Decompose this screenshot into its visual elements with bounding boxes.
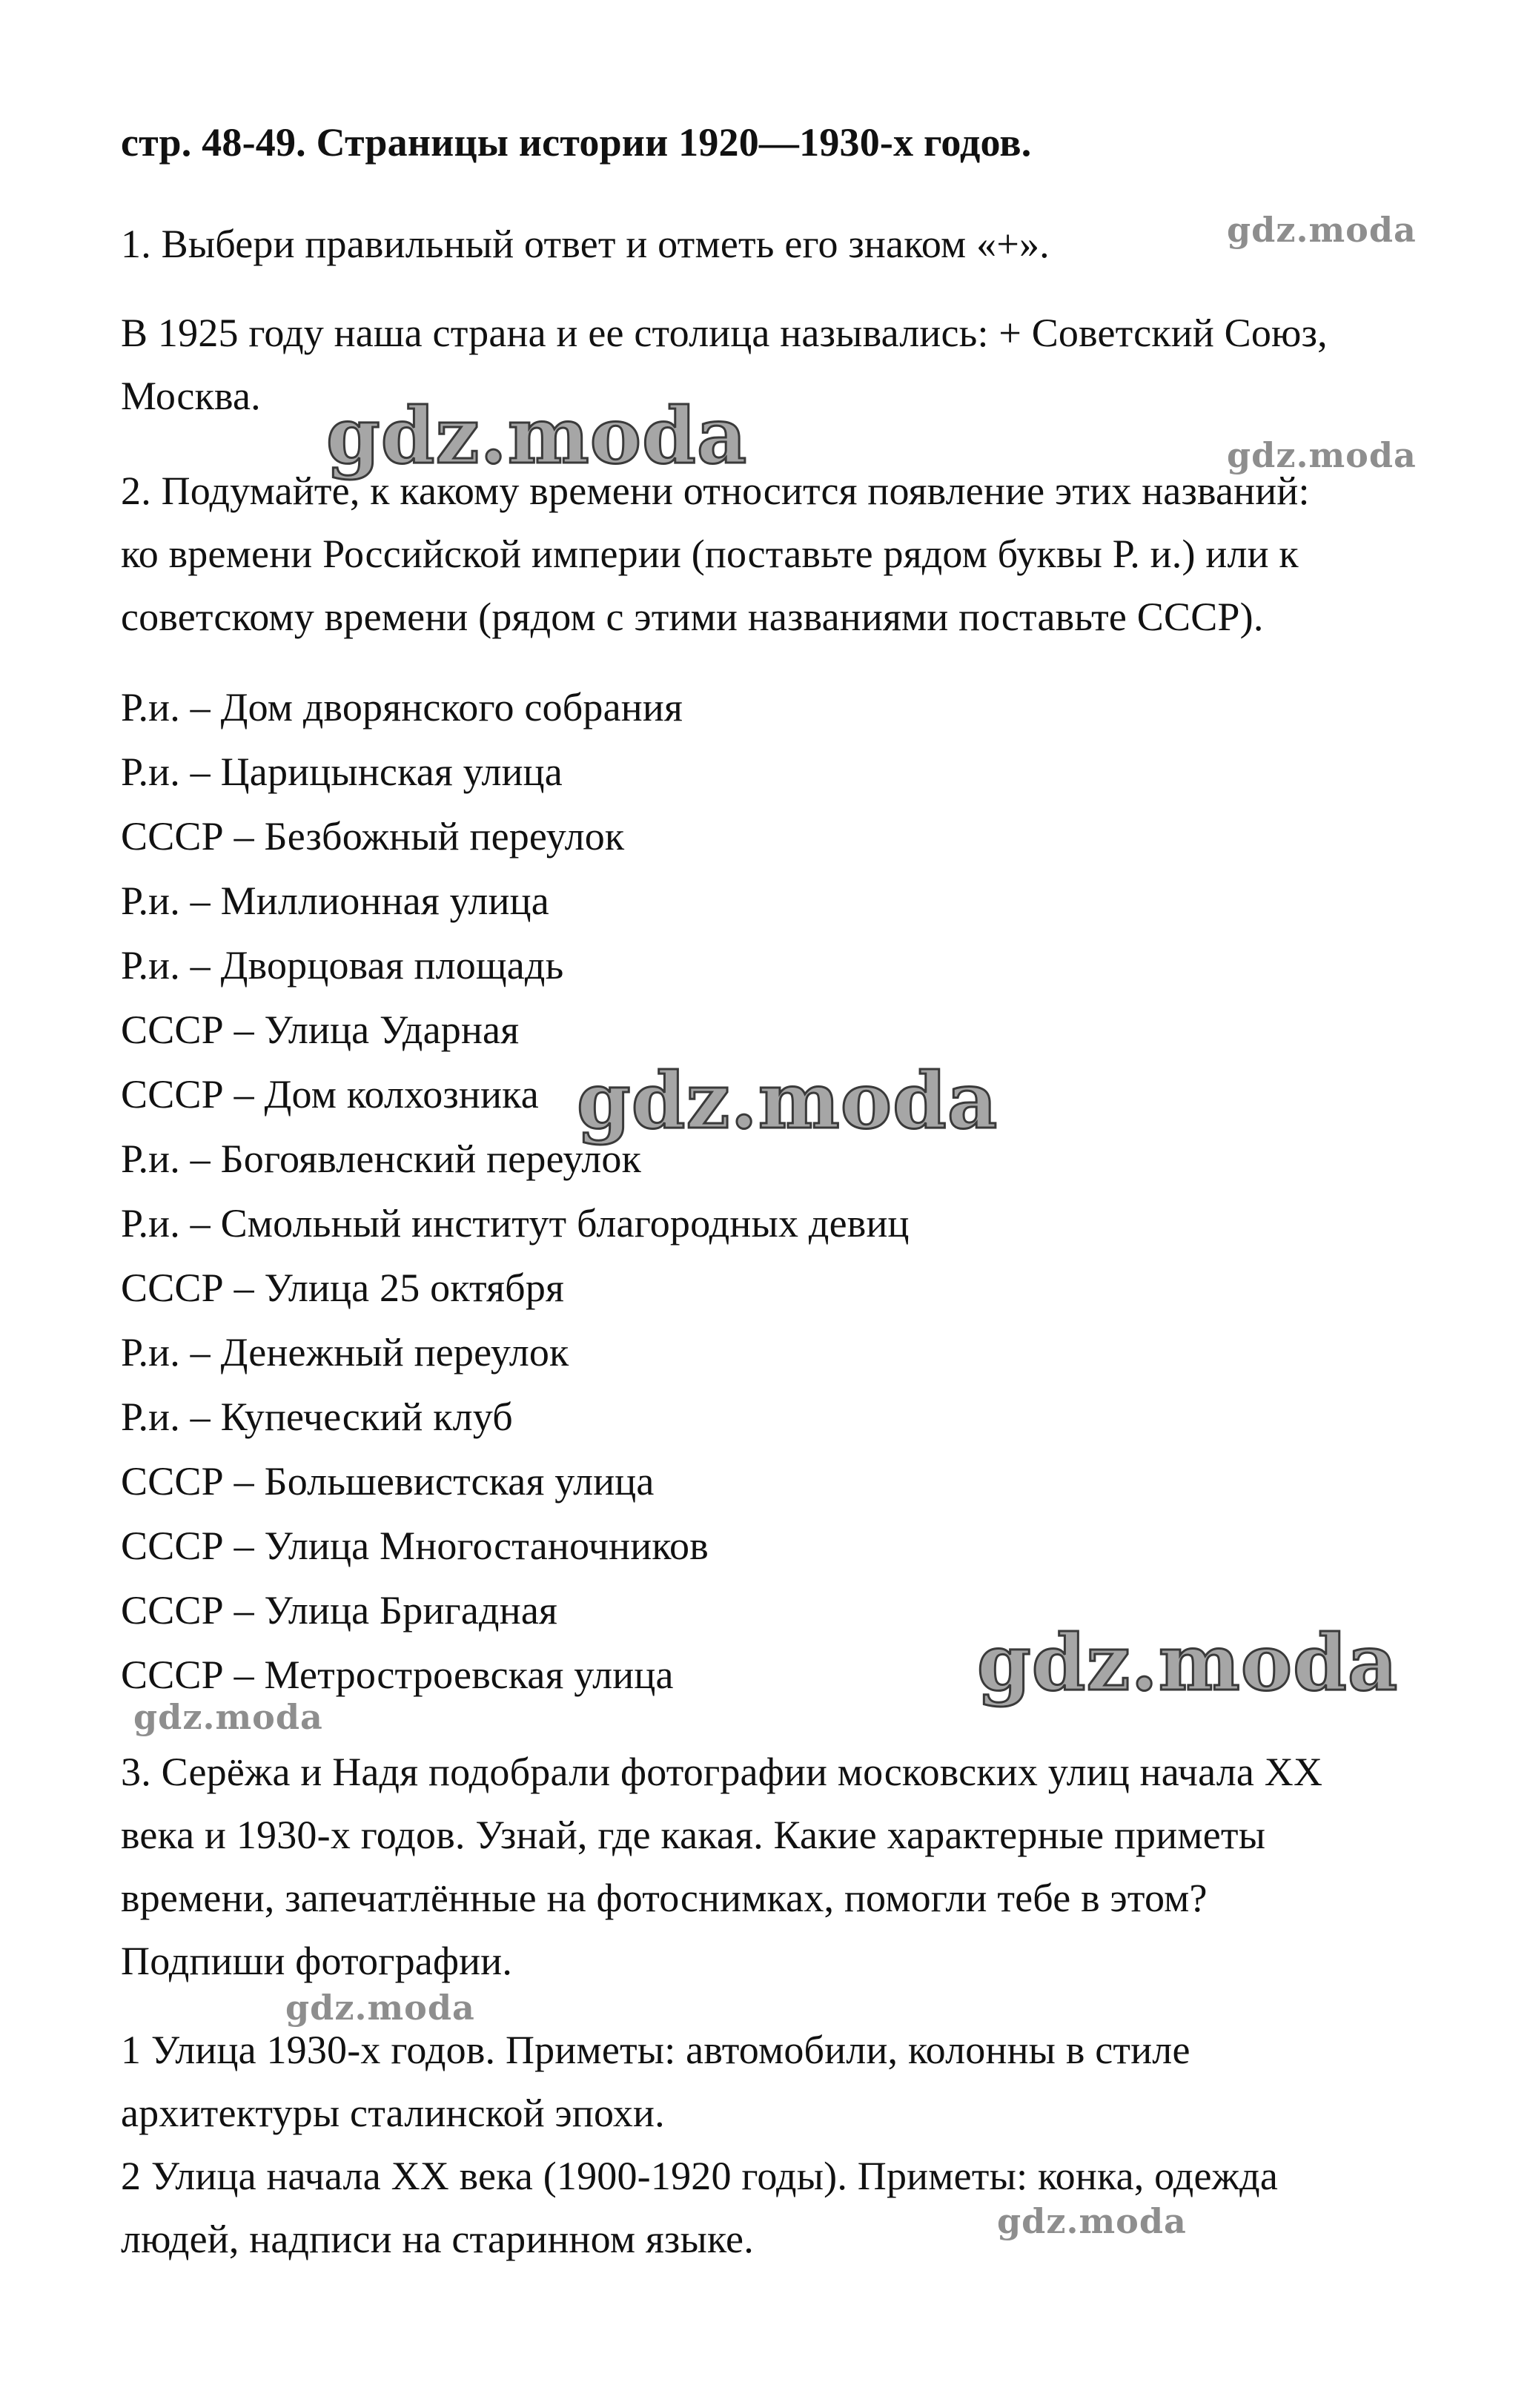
- watermark: gdz.moda: [997, 2201, 1187, 2241]
- task2-question-line3: советскому времени (рядом с этими названиями поставьте СССР).: [121, 595, 1264, 639]
- task2-answer-item: СССР – Большевистская улица: [121, 1459, 655, 1504]
- task3-question-line3: времени, запечатлённые на фотоснимках, помогли тебе в этом?: [121, 1876, 1208, 1920]
- task2-answer-item: СССР – Улица Бригадная: [121, 1588, 558, 1633]
- task3-answer-line1: 1 Улица 1930-х годов. Приметы: автомобили, колонны в стиле: [121, 2028, 1190, 2072]
- task1-answer-line2: Москва.: [121, 374, 261, 418]
- task2-answer-item: Р.и. – Богоявленский переулок: [121, 1137, 641, 1181]
- task3-question-line1: 3. Серёжа и Надя подобрали фотографии московских улиц начала XX: [121, 1750, 1323, 1794]
- task2-answer-item: СССР – Дом колхозника: [121, 1072, 539, 1117]
- watermark: gdz.moda: [285, 1988, 475, 2028]
- task2-answer-item: Р.и. – Купеческий клуб: [121, 1395, 513, 1439]
- page-title: стр. 48-49. Страницы истории 1920—1930-х годов.: [121, 120, 1032, 165]
- task3-question-line2: века и 1930-х годов. Узнай, где какая. Какие характерные приметы: [121, 1813, 1266, 1857]
- watermark: gdz.moda: [1227, 210, 1417, 250]
- task2-answer-item: Р.и. – Дворцовая площадь: [121, 943, 564, 988]
- watermark: gdz.moda: [326, 390, 748, 481]
- task3-answer-line2: архитектуры сталинской эпохи.: [121, 2091, 665, 2135]
- watermark: gdz.moda: [1227, 435, 1417, 475]
- watermark: gdz.moda: [977, 1617, 1399, 1708]
- task3-answer-line3: 2 Улица начала XX века (1900-1920 годы). Приметы: конка, одежда: [121, 2154, 1278, 2198]
- task2-answer-item: СССР – Безбожный переулок: [121, 814, 625, 859]
- task2-answer-item: Р.и. – Дом дворянского собрания: [121, 685, 683, 730]
- watermark: gdz.moda: [133, 1697, 323, 1737]
- task1-question: 1. Выбери правильный ответ и отметь его знаком «+».: [121, 222, 1050, 266]
- task2-answer-item: Р.и. – Царицынская улица: [121, 750, 563, 794]
- task2-answer-item: СССР – Улица Ударная: [121, 1008, 520, 1052]
- task2-answer-item: Р.и. – Денежный переулок: [121, 1330, 569, 1375]
- task2-answer-item: СССР – Улица 25 октября: [121, 1266, 565, 1310]
- task2-answer-item: СССР – Улица Многостаночников: [121, 1524, 709, 1568]
- task1-answer-line1: В 1925 году наша страна и ее столица назывались: + Советский Союз,: [121, 311, 1328, 355]
- task2-answer-item: Р.и. – Миллионная улица: [121, 879, 549, 923]
- task3-answer-line4: людей, надписи на старинном языке.: [121, 2217, 754, 2261]
- task2-question-line1: 2. Подумайте, к какому времени относится появление этих названий:: [121, 469, 1310, 513]
- task2-answer-item: СССР – Метростроевская улица: [121, 1653, 674, 1697]
- task2-question-line2: ко времени Российской империи (поставьте рядом буквы Р. и.) или к: [121, 532, 1299, 576]
- task3-question-line4: Подпиши фотографии.: [121, 1939, 513, 1983]
- watermark: gdz.moda: [577, 1055, 999, 1146]
- task2-answer-item: Р.и. – Смольный институт благородных девиц: [121, 1201, 910, 1246]
